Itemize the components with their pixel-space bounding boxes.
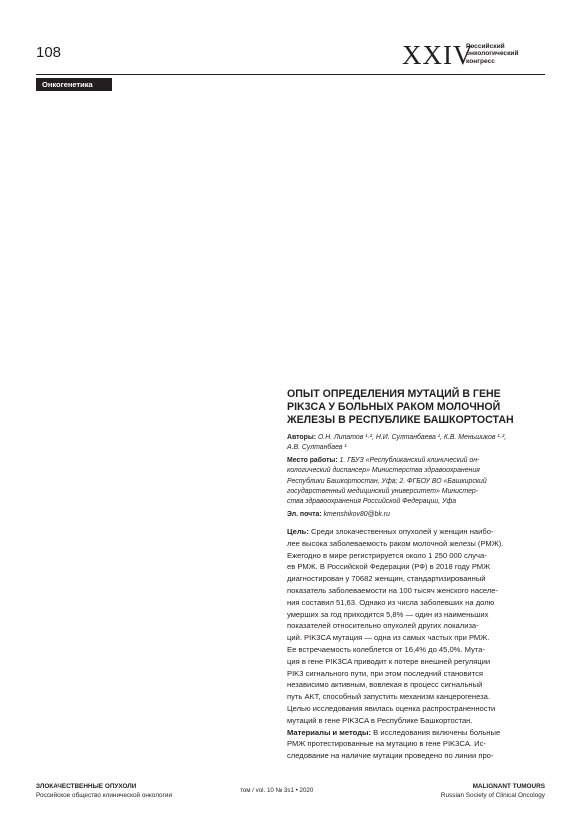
- congress-name-line: конгресс: [466, 57, 495, 65]
- body-line: Ее встречаемость колеблется от 16,4% до 45,0%. Мута-: [287, 644, 486, 654]
- authors: [287, 433, 549, 454]
- workplace-line: Республики Башкортостан, Уфа; 2. ФГБОУ ВО «Башкирский: [287, 477, 487, 485]
- email-address[interactable]: kmenshikov80@bk.ru: [323, 510, 390, 518]
- title-line: ЖЕЛЕЗЫ В РЕСПУБЛИКЕ БАШКОРТОСТАН: [287, 414, 514, 427]
- footer-journal-en: MALIGNANT TUMOURS: [472, 783, 545, 790]
- body-line: показатель заболеваемости на 100 тысяч женского населе-: [287, 585, 499, 595]
- body-line: ций. PIK3CA мутация — одна из самых частых при РМЖ.: [287, 633, 490, 643]
- footer-left: [36, 782, 172, 800]
- workplace-line: государственный медицинский университет» Министер-: [287, 488, 479, 496]
- body-line: умерших за год приходится 5,8% — один из наименьших: [287, 609, 489, 619]
- methods-label: Материалы и методы:: [287, 727, 372, 737]
- page-number: 108: [36, 44, 62, 61]
- section-tag: Онкогенетика: [36, 78, 112, 91]
- article-title: [287, 388, 557, 428]
- congress-number: XXIV: [402, 40, 474, 70]
- footer-right: [420, 782, 545, 800]
- header-rule: [36, 74, 545, 75]
- body-line: диагностирован у 70682 женщин, стандартизированный: [287, 574, 486, 584]
- body-line: лее высока заболеваемость раком молочной железы (РМЖ).: [287, 538, 504, 548]
- body-line: ния составил 51,63. Однако из числа заболевших на долю: [287, 597, 495, 607]
- body-line: независимо активным, вовлекая в процесс сигнальный: [287, 680, 483, 690]
- workplace: [287, 456, 549, 508]
- authors-line: А.В. Султанбаев ¹: [287, 444, 347, 452]
- workplace-line: ства здравоохранения Российской Федерации, Уфа: [287, 498, 457, 506]
- body-line: Среди злокачественных опухолей у женщин наибо-: [311, 527, 494, 536]
- body-line: ев РМЖ. В Российской Федерации (РФ) в 2018 году РМЖ: [287, 562, 491, 572]
- aim-label: Цель:: [287, 527, 309, 536]
- email: [287, 510, 549, 520]
- body-line: PIK3 сигнального пути, при этом последний становится: [287, 668, 483, 678]
- body-line: следование на наличие мутации проведено по линии про-: [287, 751, 494, 761]
- title-line: PIK3CA У БОЛЬНЫХ РАКОМ МОЛОЧНОЙ: [287, 401, 501, 414]
- body-line: Ежегодно в мире регистрируется около 1 250 000 случа-: [287, 550, 487, 560]
- body-line: путь AKT, способный запустить механизм канцерогенеза.: [287, 692, 490, 702]
- workplace-line: кологический диспансер» Министерства здравоохранения: [287, 467, 480, 475]
- footer-society-en: Russian Society of Clinical Oncology: [440, 792, 545, 799]
- congress-name-line: Российский: [466, 43, 505, 50]
- workplace-label: Место работы:: [287, 456, 338, 464]
- body-line: ция в гене PIK3CA приводит к потере внешней регуляции: [287, 656, 491, 666]
- footer-issue: том / vol. 10 № 3s1 • 2020: [240, 787, 314, 794]
- workplace-line: 1. ГБУЗ «Республиканский клинический он-: [339, 456, 480, 464]
- title-line: ОПЫТ ОПРЕДЕЛЕНИЯ МУТАЦИЙ В ГЕНЕ: [287, 388, 501, 400]
- body-line: Целью исследования явилась оценка распространенности: [287, 703, 496, 713]
- body-line: РМЖ протестированные на мутацию в гене PIK3CA. Ис-: [287, 739, 486, 749]
- authors-line: О.Н. Липатов ¹·², Н.И. Султанбаева ¹, К.В. Меньшиков ¹·²,: [317, 434, 507, 441]
- footer-society-ru: Российское общество клинической онкологии: [36, 792, 173, 799]
- congress-name-line: онкологический: [466, 50, 519, 58]
- email-label: Эл. почта:: [287, 510, 322, 518]
- body-line: В исследования включены больные: [373, 727, 501, 737]
- body-line: мутаций в гене PIK3CA в Республике Башкортостан.: [287, 715, 473, 725]
- footer-journal-ru: ЗЛОКАЧЕСТВЕННЫЕ ОПУХОЛИ: [36, 783, 137, 790]
- authors-label: Авторы:: [287, 434, 317, 441]
- article-body: [287, 526, 549, 762]
- article-meta: [287, 433, 549, 522]
- body-line: показателей относительно опухолей других локализа-: [287, 621, 479, 631]
- congress-name: [466, 43, 546, 65]
